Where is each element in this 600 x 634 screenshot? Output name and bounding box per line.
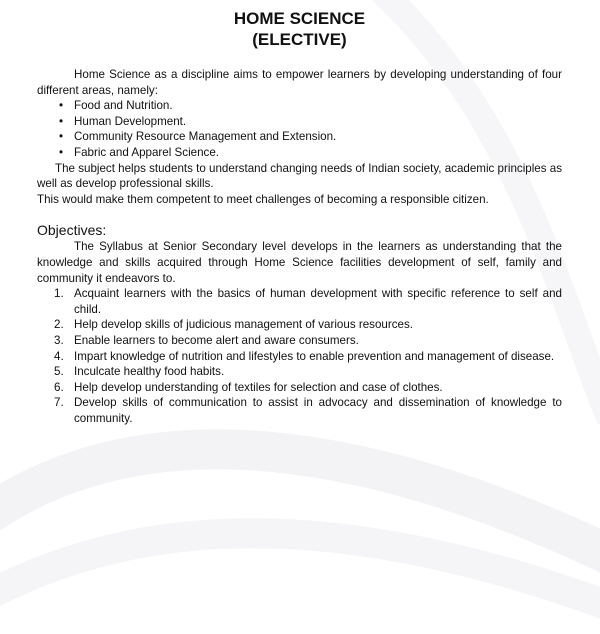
objectives-heading: Objectives: xyxy=(37,222,107,239)
list-item: 7. Develop skills of communication to assist in advocacy and dissemination of knowledge to community. xyxy=(54,396,562,425)
bullet-icon: • xyxy=(59,114,64,128)
title-line-1: HOME SCIENCE xyxy=(233,9,366,28)
list-item: 3. Enable learners to become alert and aware consumers. xyxy=(54,333,359,347)
item-number: 3. xyxy=(54,333,64,347)
list-item: 1. Acquaint learners with the basics of human development with specific reference to self and child. xyxy=(54,287,562,316)
list-item: • Food and Nutrition. xyxy=(59,99,173,113)
item-number: 5. xyxy=(54,365,64,379)
areas-list xyxy=(37,98,562,160)
objectives-paragraph: The Syllabus at Senior Secondary level develops in the learners as understanding that the knowledge and skills acquired through Home Science facilities development of self, family and community it endeavors to. xyxy=(37,240,562,285)
citizen-paragraph: This would make them competent to meet challenges of becoming a responsible citizen. xyxy=(37,192,489,206)
list-item: 4. Impart knowledge of nutrition and lifestyles to enable prevention and management of disease. xyxy=(54,349,555,363)
list-item: 2. Help develop skills of judicious management of various resources. xyxy=(54,318,413,332)
bullet-icon: • xyxy=(59,99,64,113)
objectives-list xyxy=(37,286,562,426)
item-number: 6. xyxy=(54,380,64,394)
page-title xyxy=(37,8,562,50)
item-number: 2. xyxy=(54,318,64,332)
bullet-icon: • xyxy=(59,145,64,159)
document-page xyxy=(37,8,562,426)
item-number: 7. xyxy=(54,396,64,410)
bullet-icon: • xyxy=(59,130,64,144)
list-item: • Fabric and Apparel Science. xyxy=(59,145,220,159)
subject-paragraph: The subject helps students to understand changing needs of Indian society, academic principles as well as develop professional skills. xyxy=(37,161,562,191)
intro-paragraph: Home Science as a discipline aims to empower learners by developing understanding of four different areas, namely: xyxy=(37,68,562,97)
list-item: 5. Inculcate healthy food habits. xyxy=(54,365,225,379)
title-line-2: (ELECTIVE) xyxy=(252,30,347,49)
item-number: 1. xyxy=(54,287,64,301)
list-item: 6. Help develop understanding of textiles for selection and case of clothes. xyxy=(54,380,443,394)
list-item: • Community Resource Management and Extension. xyxy=(59,130,337,144)
list-item: • Human Development. xyxy=(59,114,187,128)
item-number: 4. xyxy=(54,349,64,363)
